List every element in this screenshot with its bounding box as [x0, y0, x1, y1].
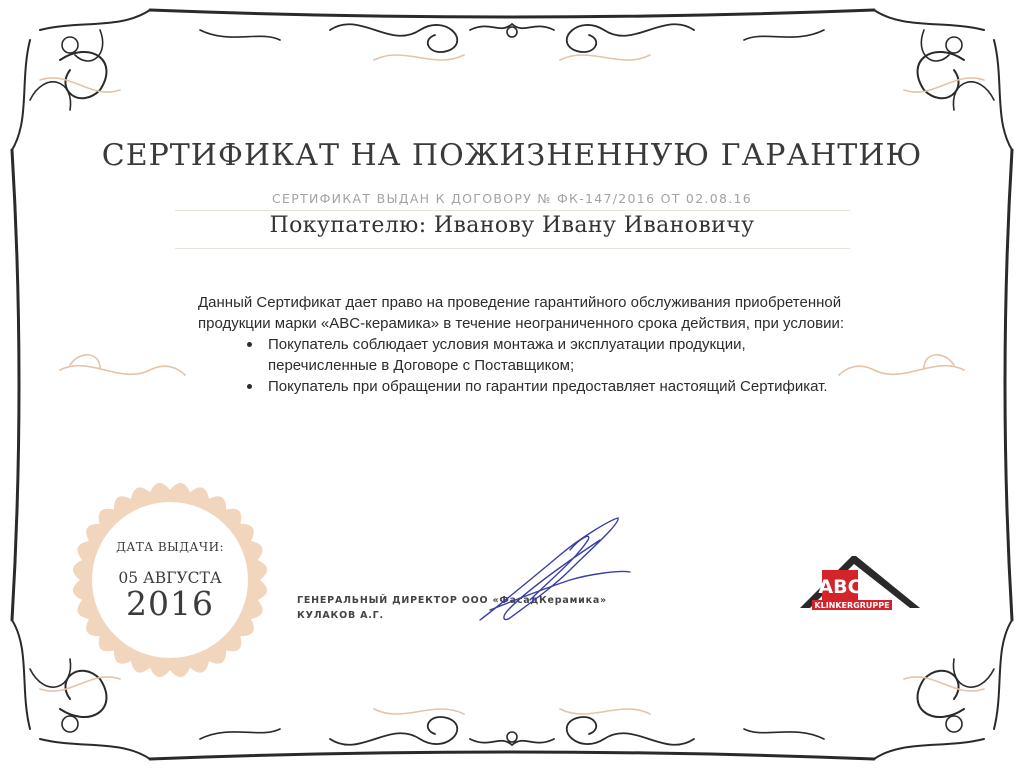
logo-brand-text: ABC [818, 576, 862, 598]
director-signature [470, 510, 640, 630]
divider [175, 210, 850, 211]
certificate-title: СЕРТИФИКАТ НА ПОЖИЗНЕННУЮ ГАРАНТИЮ [101, 138, 923, 173]
divider [175, 248, 850, 249]
condition-item: Покупатель соблюдает условия монтажа и эксплуатации продукции, перечисленные в Договоре с Поставщиком; [268, 334, 848, 376]
issue-date-seal [70, 480, 270, 680]
issue-date-day-month: 05 АВГУСТА [118, 569, 222, 587]
certificate-body [198, 292, 848, 397]
logo-roof-icon [790, 548, 930, 618]
director-position: ГЕНЕРАЛЬНЫЙ ДИРЕКТОР ООО «ФасадКерамика» [297, 595, 607, 606]
recipient-name: Покупателю: Иванову Ивану Ивановичу [269, 213, 755, 238]
director-name: КУЛАКОВ А.Г. [297, 610, 384, 621]
condition-item: Покупатель при обращении по гарантии предоставляет настоящий Сертификат. [268, 376, 848, 397]
abc-klinkergruppe-logo [790, 548, 930, 618]
intro-paragraph: Данный Сертификат дает право на проведение гарантийного обслуживания приобретенной продукции марки «ABC-керамика» в течение неограниченного срока действия, при условии: [198, 294, 845, 332]
contract-reference: СЕРТИФИКАТ ВЫДАН К ДОГОВОРУ № ФК-147/2016 ОТ 02.08.16 [271, 191, 753, 206]
conditions-list [198, 334, 848, 397]
logo-group-text: KLINKERGRUPPE [814, 601, 890, 610]
issue-date-label: ДАТА ВЫДАЧИ: [116, 540, 224, 554]
issue-date-year: 2016 [126, 584, 214, 623]
